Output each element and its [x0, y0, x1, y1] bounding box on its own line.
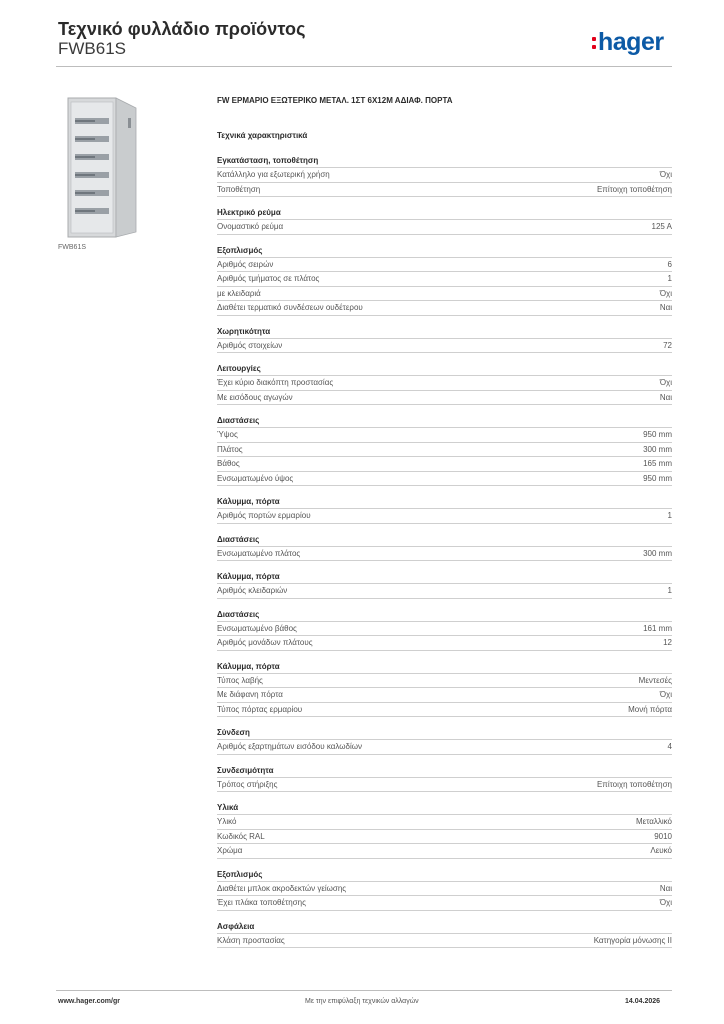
spec-section: [217, 156, 672, 197]
spec-value: 950 mm: [643, 473, 672, 483]
spec-section: [217, 246, 672, 316]
spec-value: Επίτοιχη τοποθέτηση: [596, 184, 672, 194]
spec-value: Όχι: [659, 898, 672, 908]
spec-value: 9010: [654, 831, 672, 841]
spec-label: Διαθέτει τερματικό συνδέσεων ουδέτερου: [217, 303, 363, 313]
product-code: FWB61S: [58, 39, 127, 58]
footer-date: 14.04.2026: [625, 998, 661, 1005]
spec-value: Όχι: [659, 378, 672, 388]
spec-label: Κλάση προστασίας: [217, 935, 285, 945]
spec-section: [217, 572, 672, 599]
spec-value: 165 mm: [643, 459, 672, 469]
logo-text: hager: [598, 28, 664, 56]
spec-value: Επίτοιχη τοποθέτηση: [596, 779, 672, 789]
spec-label: Με διάφανη πόρτα: [217, 690, 283, 700]
spec-row: [217, 815, 672, 830]
spec-row: [217, 443, 672, 458]
spec-row: [217, 272, 672, 287]
spec-value: 12: [663, 638, 672, 648]
spec-section: [217, 766, 672, 793]
section-title: Ασφάλεια: [217, 922, 672, 934]
spec-row: [217, 688, 672, 703]
spec-label: Ενσωματωμένο πλάτος: [217, 548, 301, 558]
section-title: Διαστάσεις: [217, 535, 672, 547]
spec-label: Ονομαστικό ρεύμα: [217, 222, 284, 232]
section-title: Διαστάσεις: [217, 610, 672, 622]
spec-row: [217, 778, 672, 793]
spec-row: [217, 896, 672, 911]
spec-value: Ναι: [659, 303, 672, 313]
section-title: Κάλυμμα, πόρτα: [217, 497, 672, 509]
hager-logo: [592, 28, 664, 57]
spec-value: 300 mm: [643, 444, 672, 454]
product-image: [58, 96, 201, 239]
spec-label: Έχει κύριο διακόπτη προστασίας: [217, 378, 334, 388]
spec-label: Ύψος: [217, 430, 238, 440]
spec-row: [217, 509, 672, 524]
spec-value: Ναι: [659, 392, 672, 402]
spec-value: Όχι: [659, 690, 672, 700]
spec-row: [217, 258, 672, 273]
spec-label: Τοποθέτηση: [217, 184, 261, 194]
section-title: Εξοπλισμός: [217, 246, 672, 258]
spec-value: Μεντεσές: [638, 675, 672, 685]
spec-row: [217, 376, 672, 391]
spec-section: [217, 922, 672, 949]
spec-row: [217, 584, 672, 599]
spec-value: 300 mm: [643, 548, 672, 558]
product-title: FW ΕΡΜΑΡΙΟ ΕΞΩΤΕΡΙΚΟ ΜΕΤΑΛ. 1ΣΤ 6Χ12Μ ΑΔΙΑΦ. ΠΟΡΤΑ: [217, 96, 453, 105]
spec-value: 72: [663, 340, 672, 350]
spec-row: [217, 168, 672, 183]
image-caption: FWB61S: [58, 244, 87, 251]
spec-row: [217, 830, 672, 845]
spec-row: [217, 934, 672, 949]
spec-value: 950 mm: [643, 430, 672, 440]
spec-label: Κωδικός RAL: [217, 831, 265, 841]
spec-value: 6: [667, 259, 672, 269]
spec-value: Κατηγορία μόνωσης II: [593, 935, 672, 945]
section-title: Διαστάσεις: [217, 416, 672, 428]
section-title: Κάλυμμα, πόρτα: [217, 572, 672, 584]
spec-label: Αριθμός σειρών: [217, 259, 274, 269]
spec-label: Αριθμός εξαρτημάτων εισόδου καλωδίων: [217, 742, 362, 752]
spec-row: [217, 339, 672, 354]
spec-label: Υλικό: [217, 817, 237, 827]
spec-row: [217, 457, 672, 472]
spec-label: Αριθμός τμήματος σε πλάτος: [217, 274, 320, 284]
spec-row: [217, 636, 672, 651]
footer-divider: [56, 990, 672, 991]
spec-label: Τύπος πόρτας ερμαρίου: [217, 704, 303, 714]
header-divider: [56, 66, 672, 67]
spec-label: Χρώμα: [217, 846, 243, 856]
spec-value: 1: [667, 511, 672, 521]
spec-label: Πλάτος: [217, 444, 243, 454]
footer-website: www.hager.com/gr: [58, 998, 120, 1005]
spec-section: [217, 870, 672, 911]
spec-section: [217, 535, 672, 562]
spec-label: Κατάλληλο για εξωτερική χρήση: [217, 170, 330, 180]
spec-section: [217, 803, 672, 859]
spec-value: Όχι: [659, 170, 672, 180]
spec-value: 161 mm: [643, 623, 672, 633]
section-title: Σύνδεση: [217, 728, 672, 740]
spec-value: 1: [667, 586, 672, 596]
spec-label: Ενσωματωμένο βάθος: [217, 623, 297, 633]
spec-value: Ναι: [659, 883, 672, 893]
section-title: Εγκατάσταση, τοποθέτηση: [217, 156, 672, 168]
footer-note: Με την επιφύλαξη τεχνικών αλλαγών: [305, 998, 419, 1005]
specs-heading: Τεχνικά χαρακτηριστικά: [217, 131, 308, 140]
spec-label: Με εισόδους αγωγών: [217, 392, 293, 402]
spec-label: Αριθμός πορτών ερμαρίου: [217, 511, 311, 521]
spec-section: [217, 610, 672, 651]
spec-section: [217, 416, 672, 486]
spec-row: [217, 183, 672, 198]
spec-sections: [217, 156, 672, 948]
spec-row: [217, 844, 672, 859]
spec-row: [217, 391, 672, 406]
spec-value: 4: [667, 742, 672, 752]
spec-section: [217, 364, 672, 405]
spec-label: Αριθμός στοιχείων: [217, 340, 283, 350]
spec-content: [217, 96, 672, 959]
spec-value: Όχι: [659, 288, 672, 298]
spec-section: [217, 497, 672, 524]
logo-dots-icon: [592, 35, 596, 51]
spec-label: Αριθμός μονάδων πλάτους: [217, 638, 313, 648]
spec-value: Λευκό: [650, 846, 672, 856]
spec-row: [217, 703, 672, 718]
spec-section: [217, 208, 672, 235]
spec-row: [217, 220, 672, 235]
document-title: Τεχνικό φυλλάδιο προϊόντος: [58, 19, 306, 39]
spec-row: [217, 740, 672, 755]
spec-label: Ενσωματωμένο ύψος: [217, 473, 294, 483]
spec-label: Τρόπος στήριξης: [217, 779, 278, 789]
spec-label: με κλειδαριά: [217, 288, 261, 298]
section-title: Συνδεσιμότητα: [217, 766, 672, 778]
spec-row: [217, 622, 672, 637]
spec-label: Βάθος: [217, 459, 240, 469]
spec-row: [217, 428, 672, 443]
spec-row: [217, 547, 672, 562]
spec-section: [217, 327, 672, 354]
spec-value: 1: [667, 274, 672, 284]
section-title: Εξοπλισμός: [217, 870, 672, 882]
spec-row: [217, 287, 672, 302]
spec-label: Έχει πλάκα τοποθέτησης: [217, 898, 306, 908]
spec-value: Μεταλλικό: [635, 817, 672, 827]
spec-value: Μονή πόρτα: [628, 704, 672, 714]
spec-label: Αριθμός κλειδαριών: [217, 586, 288, 596]
spec-value: 125 A: [651, 222, 672, 232]
section-title: Κάλυμμα, πόρτα: [217, 662, 672, 674]
spec-label: Τύπος λαβής: [217, 675, 263, 685]
spec-row: [217, 882, 672, 897]
spec-row: [217, 301, 672, 316]
section-title: Υλικά: [217, 803, 672, 815]
spec-section: [217, 662, 672, 718]
section-title: Ηλεκτρικό ρεύμα: [217, 208, 672, 220]
section-title: Χωρητικότητα: [217, 327, 672, 339]
spec-row: [217, 472, 672, 487]
spec-row: [217, 674, 672, 689]
spec-section: [217, 728, 672, 755]
spec-label: Διαθέτει μπλοκ ακροδεκτών γείωσης: [217, 883, 347, 893]
section-title: Λειτουργίες: [217, 364, 672, 376]
